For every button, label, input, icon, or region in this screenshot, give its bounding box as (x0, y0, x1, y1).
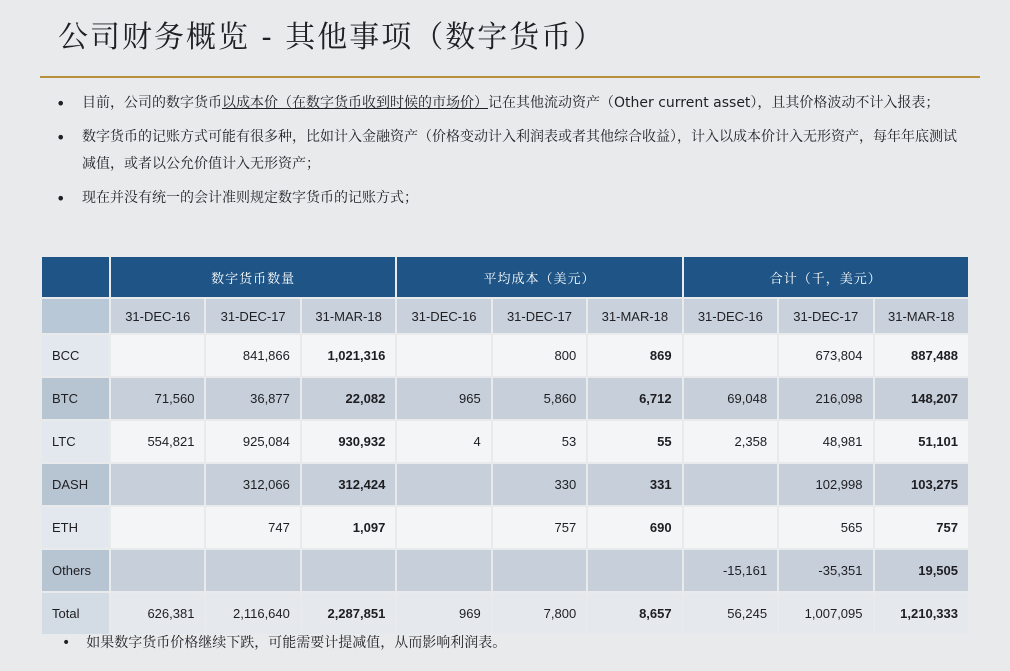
table-cell (396, 463, 491, 506)
table-cell: 800 (492, 334, 587, 377)
bullet-underlined-text: 以成本价（在数字货币收到时候的市场价） (222, 95, 488, 111)
table-cell (110, 334, 205, 377)
table-row-dash (42, 463, 969, 506)
date-header: 31-DEC-16 (110, 298, 205, 334)
table-cell: 6,712 (587, 377, 682, 420)
table-cell: 8,657 (587, 592, 682, 634)
bullet-dot-icon: • (56, 189, 66, 208)
table-cell: 965 (396, 377, 491, 420)
row-label: LTC (42, 420, 110, 463)
group-header-quantity: 数字货币数量 (110, 257, 396, 298)
table-cell: 1,021,316 (301, 334, 396, 377)
table-cell: 930,932 (301, 420, 396, 463)
table-row-btc (42, 377, 969, 420)
table-cell: 330 (492, 463, 587, 506)
bullet-dot-icon: • (62, 635, 71, 651)
table-cell: 36,877 (205, 377, 300, 420)
date-header: 31-DEC-16 (683, 298, 778, 334)
table-cell: 103,275 (874, 463, 970, 506)
table-cell: -35,351 (778, 549, 873, 592)
date-header: 31-DEC-16 (396, 298, 491, 334)
table-row-total (42, 592, 969, 634)
table-cell: 7,800 (492, 592, 587, 634)
table-cell (110, 463, 205, 506)
header-corner (42, 257, 110, 298)
table-row-others (42, 549, 969, 592)
table-cell: 969 (396, 592, 491, 634)
table-cell: 565 (778, 506, 873, 549)
table-cell: 554,821 (110, 420, 205, 463)
bullet-dot-icon: • (56, 94, 66, 113)
table-cell (492, 549, 587, 592)
table-cell: 1,007,095 (778, 592, 873, 634)
row-label: ETH (42, 506, 110, 549)
table-cell: 51,101 (874, 420, 970, 463)
table-cell: 56,245 (683, 592, 778, 634)
table-row-ltc (42, 420, 969, 463)
table-cell: 69,048 (683, 377, 778, 420)
table-cell (683, 463, 778, 506)
table-cell: 2,116,640 (205, 592, 300, 634)
title-divider (40, 76, 980, 78)
table-cell: -15,161 (683, 549, 778, 592)
date-header-row (42, 298, 969, 334)
row-label: Total (42, 592, 110, 634)
date-header-corner (42, 298, 110, 334)
table-cell: 626,381 (110, 592, 205, 634)
table-cell: 673,804 (778, 334, 873, 377)
table-cell: 71,560 (110, 377, 205, 420)
date-header: 31-DEC-17 (778, 298, 873, 334)
table-row-bcc (42, 334, 969, 377)
table-cell: 757 (492, 506, 587, 549)
group-header-avg-cost: 平均成本（美元） (396, 257, 682, 298)
footnote-text: 如果数字货币价格继续下跌，可能需要计提减值，从而影响利润表。 (86, 635, 507, 651)
table-cell: 887,488 (874, 334, 970, 377)
footnote (62, 632, 962, 652)
table-cell: 1,097 (301, 506, 396, 549)
table-cell: 312,066 (205, 463, 300, 506)
bullet-item (52, 90, 962, 117)
date-header: 31-MAR-18 (874, 298, 970, 334)
table-cell: 869 (587, 334, 682, 377)
table-cell: 747 (205, 506, 300, 549)
table-cell (110, 506, 205, 549)
table-cell: 925,084 (205, 420, 300, 463)
table-cell: 216,098 (778, 377, 873, 420)
row-label: BTC (42, 377, 110, 420)
table-cell: 312,424 (301, 463, 396, 506)
date-header: 31-MAR-18 (587, 298, 682, 334)
table-cell: 55 (587, 420, 682, 463)
bullet-item (52, 124, 962, 178)
table-cell: 2,287,851 (301, 592, 396, 634)
table-cell (587, 549, 682, 592)
table-cell: 5,860 (492, 377, 587, 420)
table-cell: 1,210,333 (874, 592, 970, 634)
table-body (42, 334, 969, 634)
bullet-text: 数字货币的记账方式可能有很多种，比如计入金融资产（价格变动计入利润表或者其他综合收益），计入以成本价计入无形资产，每年年底测试减值，或者以公允价值计入无形资产； (82, 129, 957, 172)
table-cell: 841,866 (205, 334, 300, 377)
table-cell (683, 334, 778, 377)
bullet-text: 目前，公司的数字货币 (82, 95, 222, 111)
row-label: BCC (42, 334, 110, 377)
table-cell: 148,207 (874, 377, 970, 420)
table-cell (301, 549, 396, 592)
table-cell (205, 549, 300, 592)
bullet-list (52, 90, 962, 219)
table-cell: 22,082 (301, 377, 396, 420)
group-header-total: 合计（千，美元） (683, 257, 969, 298)
table-row-eth (42, 506, 969, 549)
table-cell (683, 506, 778, 549)
table-cell: 757 (874, 506, 970, 549)
page-title: 公司财务概览 - 其他事项（数字货币） (58, 20, 606, 55)
date-header: 31-MAR-18 (301, 298, 396, 334)
table-cell: 102,998 (778, 463, 873, 506)
table-cell: 53 (492, 420, 587, 463)
date-header: 31-DEC-17 (492, 298, 587, 334)
table-cell: 4 (396, 420, 491, 463)
table-cell: 331 (587, 463, 682, 506)
group-header-row (42, 257, 969, 298)
table-cell: 19,505 (874, 549, 970, 592)
bullet-text: 记在其他流动资产（Other current asset），且其价格波动不计入报表； (488, 95, 940, 111)
row-label: Others (42, 549, 110, 592)
table-cell: 48,981 (778, 420, 873, 463)
bullet-dot-icon: • (56, 128, 66, 147)
row-label: DASH (42, 463, 110, 506)
table-cell: 690 (587, 506, 682, 549)
bullet-text: 现在并没有统一的会计准则规定数字货币的记账方式； (82, 190, 418, 206)
table-cell (396, 334, 491, 377)
table-cell: 2,358 (683, 420, 778, 463)
table-cell (396, 506, 491, 549)
table-cell (110, 549, 205, 592)
date-header: 31-DEC-17 (205, 298, 300, 334)
table-cell (396, 549, 491, 592)
crypto-holdings-table (42, 257, 970, 634)
bullet-item (52, 185, 962, 212)
